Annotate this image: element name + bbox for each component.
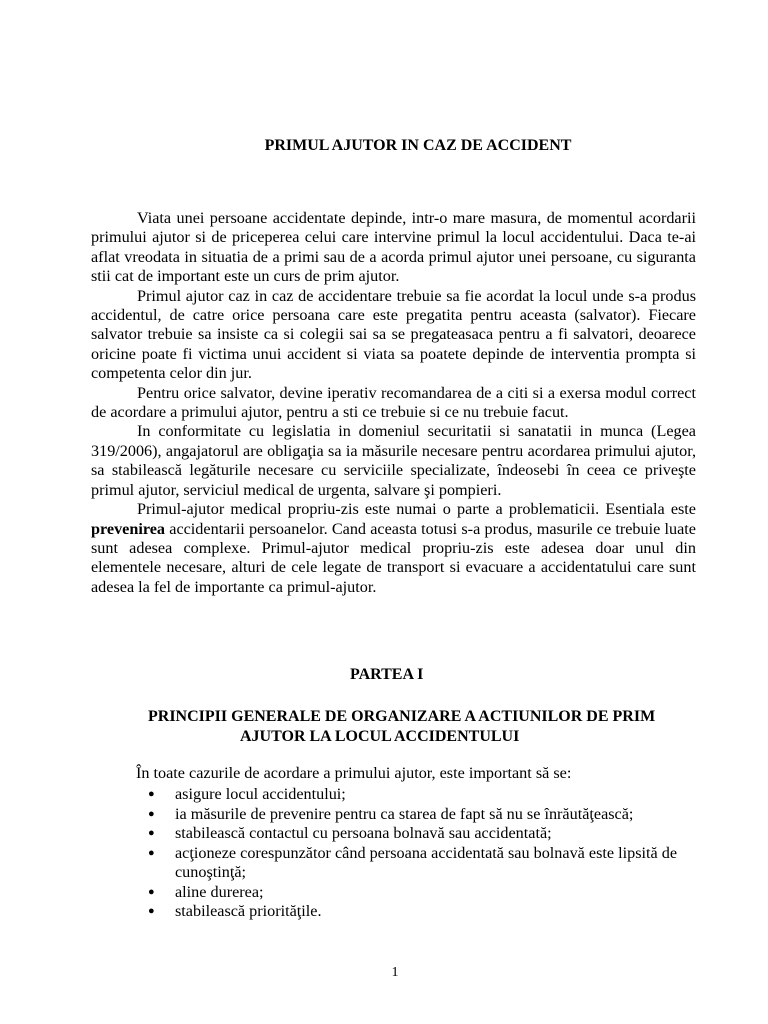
section-heading — [148, 707, 655, 746]
bullet-icon: ● — [148, 846, 155, 859]
bullet-icon: ● — [148, 885, 155, 898]
list-item-text: stabilească priorităţile. — [175, 902, 322, 920]
document-title: PRIMUL AJUTOR IN CAZ DE ACCIDENT — [264, 137, 572, 154]
paragraph-text: accidentarii persoanelor. Cand aceasta totusi s-a produs, masurile ce trebuie luate sunt adesea complexe. Primul-ajutor medical propriu-zis este adesea doar unul din elementele necesare, alturi de cele legate de transport si evacuare a accidentatului care sunt adesea la fel de importante ca primul-ajutor. — [91, 519, 696, 596]
bullet-icon: ● — [148, 807, 155, 820]
bullet-icon: ● — [148, 905, 155, 917]
list-item-text: asigure locul accidentului; — [175, 785, 346, 803]
list-intro: În toate cazurile de acordare a primului ajutor, este important să se: — [136, 764, 572, 782]
part-heading: PARTEA I — [350, 666, 424, 683]
list-item — [148, 785, 708, 805]
paragraph-text: Primul-ajutor medical propriu-zis este numai o parte a problematicii. Esentiala este — [137, 500, 696, 519]
paragraph — [91, 209, 696, 287]
paragraph — [91, 422, 696, 500]
paragraph — [91, 500, 696, 597]
list-item-text: stabilească contactul cu persoana bolnavă sau accidentată; — [175, 824, 552, 842]
list-item — [148, 883, 708, 903]
bullet-icon: ● — [148, 827, 155, 839]
list-item-text: aline durerea; — [175, 882, 264, 901]
section-heading-line: AJUTOR LA LOCUL ACCIDENTULUI — [240, 727, 520, 745]
paragraph-text: In conformitate cu legislatia in domeniul securitatii si sanatatii in munca (Legea 319/2006), angajatorul are obligaţia sa ia măsurile necesare pentru acordarea primului ajutor, sa stabilească legăturile necesare cu serviciile specializate, îndeosebi în ceea ce priveşte primul ajutor, serviciul medical de urgenta, salvare şi pompieri. — [91, 422, 696, 499]
paragraph — [91, 384, 696, 423]
paragraph-text: Viata unei persoane accidentate depinde, intr-o mare masura, de momentul acordarii primului ajutor si de priceperea celui care intervine primul la locul accidentului. Daca te-ai aflat vreodata in situatia de a primi sau de a acorda primul ajutor unei persoane, cu siguranta stii cat de important este un curs de prim ajutor. — [91, 209, 696, 286]
page-number: 1 — [391, 965, 399, 980]
list-item-text: acţioneze corespunzător când persoana accidentată sau bolnavă este lipsită de cunoştinţă; — [175, 843, 678, 881]
section-heading-line: PRINCIPII GENERALE DE ORGANIZARE A ACTIUNILOR DE PRIM — [148, 708, 656, 725]
paragraph-text: Pentru orice salvator, devine iperativ recomandarea de a citi si a exersa modul correct de acordare a primului ajutor, pentru a sti ce trebuie si ce nu trebuie facut. — [91, 383, 696, 422]
list-item-text: ia măsurile de prevenire pentru ca starea de fapt să nu se înrăutăţească; — [175, 804, 634, 823]
bullet-list — [148, 785, 708, 922]
list-item — [148, 805, 708, 825]
body-text — [91, 209, 696, 597]
bullet-icon: ● — [148, 788, 155, 800]
paragraph — [91, 287, 696, 384]
paragraph-text: Primul ajutor caz in caz de accidentare trebuie sa fie acordat la locul unde s-a produs accidentul, de catre orice persoana care este pregatita pentru aceasta (salvator). Fiecare salvator trebuie sa insiste ca si colegii sai sa se pregateasaca pentru a fi salvatori, deoarece oricine poate fi victima unui accident si viata sa poatete depinde de interventia prompta si competenta celor din jur. — [91, 286, 696, 383]
list-item — [148, 824, 708, 844]
list-item — [148, 902, 708, 922]
bold-term: prevenirea — [91, 519, 166, 538]
list-item — [148, 844, 708, 883]
